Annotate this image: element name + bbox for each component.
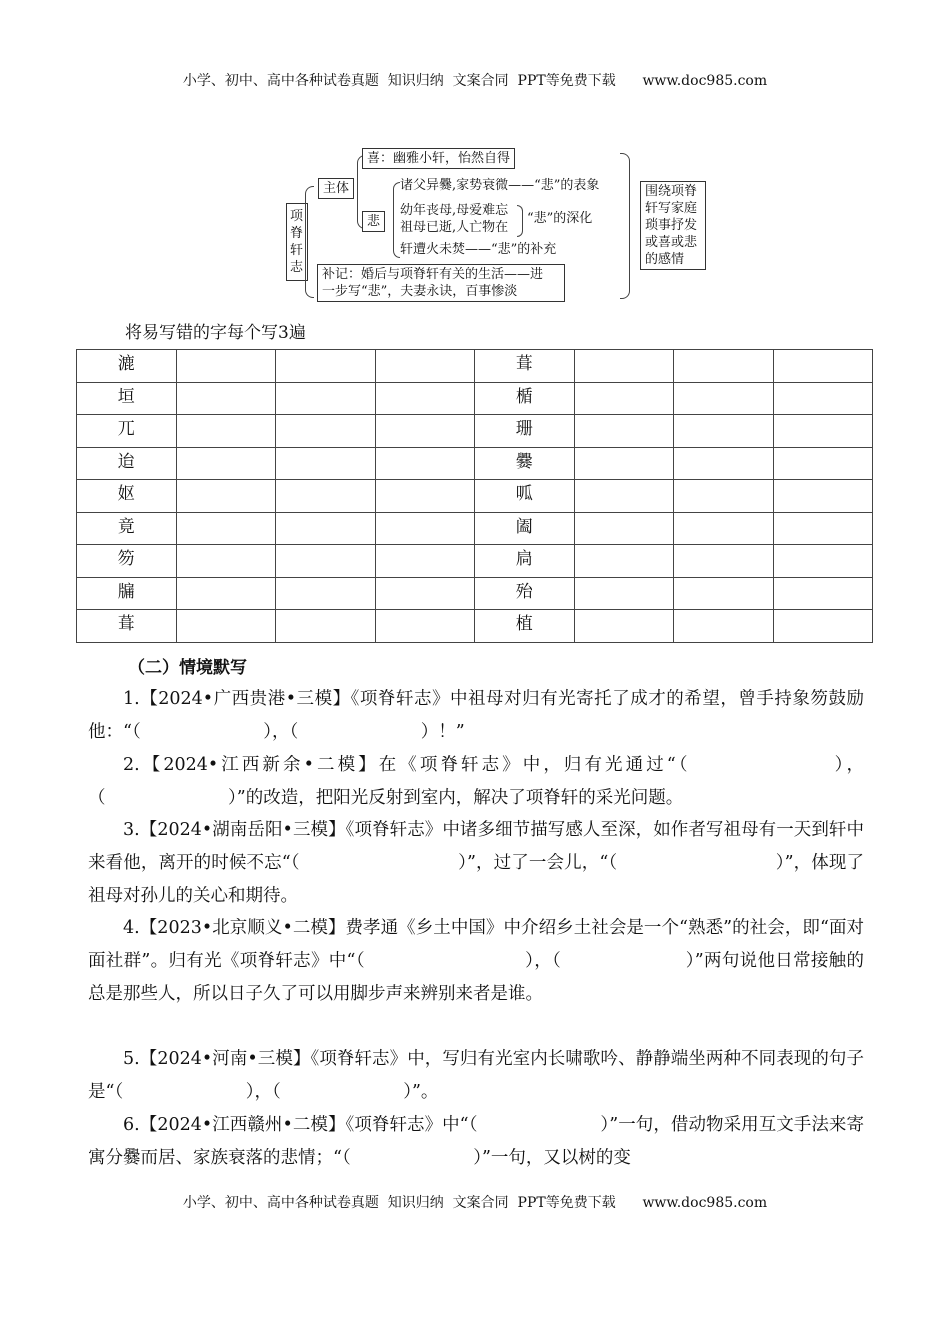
writing-cell[interactable] — [574, 382, 674, 415]
question-5: 5.【2024•河南•三模】《项脊轩志》中，写归有光室内长啸歌吟、静静端坐两种不同表现的句子是“（ ），（ ）”。 — [88, 1049, 864, 1102]
writing-cell[interactable] — [574, 545, 674, 578]
grid-row — [77, 610, 873, 643]
model-char: 笏 — [77, 545, 177, 578]
writing-cell[interactable] — [176, 577, 276, 610]
diagram-sad: 悲 — [362, 211, 385, 232]
writing-cell[interactable] — [176, 447, 276, 480]
grid-row — [77, 415, 873, 448]
writing-cell[interactable] — [375, 382, 475, 415]
writing-cell[interactable] — [773, 415, 873, 448]
model-char: 垣 — [77, 382, 177, 415]
model-char: 迨 — [77, 447, 177, 480]
model-char: 扃 — [475, 545, 575, 578]
writing-cell[interactable] — [375, 447, 475, 480]
page-header: 小学、初中、高中各种试卷真题 知识归纳 文案合同 PPT等免费下载 www.doc985.com — [182, 73, 768, 89]
diagram-root: 项脊轩志 — [286, 203, 308, 281]
writing-cell[interactable] — [276, 447, 376, 480]
writing-cell[interactable] — [276, 545, 376, 578]
diagram-sad-2a: 幼年丧母,母爱难忘 — [400, 203, 509, 218]
writing-cell[interactable] — [276, 512, 376, 545]
writing-cell[interactable] — [773, 577, 873, 610]
model-char: 楯 — [475, 382, 575, 415]
writing-cell[interactable] — [773, 480, 873, 513]
writing-cell[interactable] — [375, 350, 475, 383]
writing-cell[interactable] — [276, 610, 376, 643]
diagram-sad-1: 诸父异爨,家势衰微——“悲”的表象 — [400, 178, 600, 193]
writing-cell[interactable] — [176, 512, 276, 545]
grid-row — [77, 545, 873, 578]
writing-cell[interactable] — [176, 350, 276, 383]
writing-cell[interactable] — [674, 610, 774, 643]
writing-cell[interactable] — [276, 480, 376, 513]
question-3: 3.【2024•湖南岳阳•三模】《项脊轩志》中诸多细节描写感人至深，如作者写祖母有一天到轩中来看他，离开的时候不忘“（ ）”，过了一会儿，“（ ）”，体现了祖母对孙儿的关心和期待。 — [88, 820, 864, 906]
writing-cell[interactable] — [773, 512, 873, 545]
model-char: 阖 — [475, 512, 575, 545]
model-char: 葺 — [77, 610, 177, 643]
writing-cell[interactable] — [674, 415, 774, 448]
writing-cell[interactable] — [176, 545, 276, 578]
diagram-sad-2b: 祖母已逝,人亡物在 — [400, 220, 509, 235]
model-char: 牖 — [77, 577, 177, 610]
model-char: 爨 — [475, 447, 575, 480]
instruction-text: 将易写错的字每个写3遍 — [125, 323, 306, 343]
practice-grid — [76, 349, 873, 643]
diagram-joy: 喜：幽雅小轩，怡然自得 — [362, 148, 515, 169]
writing-cell[interactable] — [276, 415, 376, 448]
writing-cell[interactable] — [674, 512, 774, 545]
writing-cell[interactable] — [574, 610, 674, 643]
writing-cell[interactable] — [674, 447, 774, 480]
model-char: 兀 — [77, 415, 177, 448]
writing-cell[interactable] — [574, 415, 674, 448]
question-1: 1.【2024•广西贵港•三模】《项脊轩志》中祖母对归有光寄托了成才的希望，曾手持象笏鼓励他：“（ ），（ ）！” — [88, 689, 864, 742]
diagram-summary: 围绕项脊轩写家庭琐事抒发或喜或悲的感情 — [640, 181, 706, 270]
grid-row — [77, 447, 873, 480]
question-6: 6.【2024•江西赣州•二模】《项脊轩志》中“（ ）”一句，借动物采用互文手法来寄寓分爨而居、家族衰落的悲情；“（ ）”一句，又以树的变 — [88, 1115, 864, 1168]
page-footer: 小学、初中、高中各种试卷真题 知识归纳 文案合同 PPT等免费下载 www.doc985.com — [182, 1195, 768, 1211]
writing-cell[interactable] — [773, 350, 873, 383]
writing-cell[interactable] — [674, 382, 774, 415]
writing-cell[interactable] — [375, 415, 475, 448]
writing-cell[interactable] — [674, 480, 774, 513]
model-char: 漉 — [77, 350, 177, 383]
model-char: 葺 — [475, 350, 575, 383]
question-4: 4.【2023•北京顺义•二模】费孝通《乡土中国》中介绍乡土社会是一个“熟悉”的社会，即“面对面社群”。归有光《项脊轩志》中“（ ），（ ）”两句说他日常接触的总是那些人，所以日子久了可以用脚步声来辨别来者是谁。 — [88, 918, 864, 1004]
writing-cell[interactable] — [176, 610, 276, 643]
writing-cell[interactable] — [375, 480, 475, 513]
writing-cell[interactable] — [674, 577, 774, 610]
writing-cell[interactable] — [276, 382, 376, 415]
writing-cell[interactable] — [574, 512, 674, 545]
writing-cell[interactable] — [375, 545, 475, 578]
diagram-note: 补记：婚后与项脊轩有关的生活——进 一步写“悲”，夫妻永诀，百事惨淡 — [317, 264, 565, 302]
writing-cell[interactable] — [176, 480, 276, 513]
writing-cell[interactable] — [574, 447, 674, 480]
model-char: 呱 — [475, 480, 575, 513]
writing-cell[interactable] — [375, 577, 475, 610]
writing-cell[interactable] — [276, 577, 376, 610]
writing-cell[interactable] — [674, 545, 774, 578]
grid-row — [77, 480, 873, 513]
writing-cell[interactable] — [176, 415, 276, 448]
writing-cell[interactable] — [276, 350, 376, 383]
writing-cell[interactable] — [773, 610, 873, 643]
model-char: 竟 — [77, 512, 177, 545]
diagram-sad-3: 轩遭火未焚——“悲”的补充 — [400, 242, 557, 257]
grid-row — [77, 382, 873, 415]
diagram-main: 主体 — [318, 178, 354, 199]
grid-row — [77, 350, 873, 383]
model-char: 植 — [475, 610, 575, 643]
writing-cell[interactable] — [674, 350, 774, 383]
writing-cell[interactable] — [375, 512, 475, 545]
model-char: 殆 — [475, 577, 575, 610]
grid-row — [77, 577, 873, 610]
diagram-sad-2c: “悲”的深化 — [527, 211, 593, 226]
writing-cell[interactable] — [574, 480, 674, 513]
model-char: 珊 — [475, 415, 575, 448]
grid-row — [77, 512, 873, 545]
model-char: 妪 — [77, 480, 177, 513]
question-2: 2.【2024•江西新余•二模】在《项脊轩志》中，归有光通过“（ ），（ ）”的改造，把阳光反射到室内，解决了项脊轩的采光问题。 — [88, 755, 864, 808]
writing-cell[interactable] — [574, 577, 674, 610]
writing-cell[interactable] — [773, 447, 873, 480]
section-title: （二）情境默写 — [128, 658, 247, 678]
writing-cell[interactable] — [176, 382, 276, 415]
writing-cell[interactable] — [375, 610, 475, 643]
writing-cell[interactable] — [574, 350, 674, 383]
writing-cell[interactable] — [773, 382, 873, 415]
writing-cell[interactable] — [773, 545, 873, 578]
